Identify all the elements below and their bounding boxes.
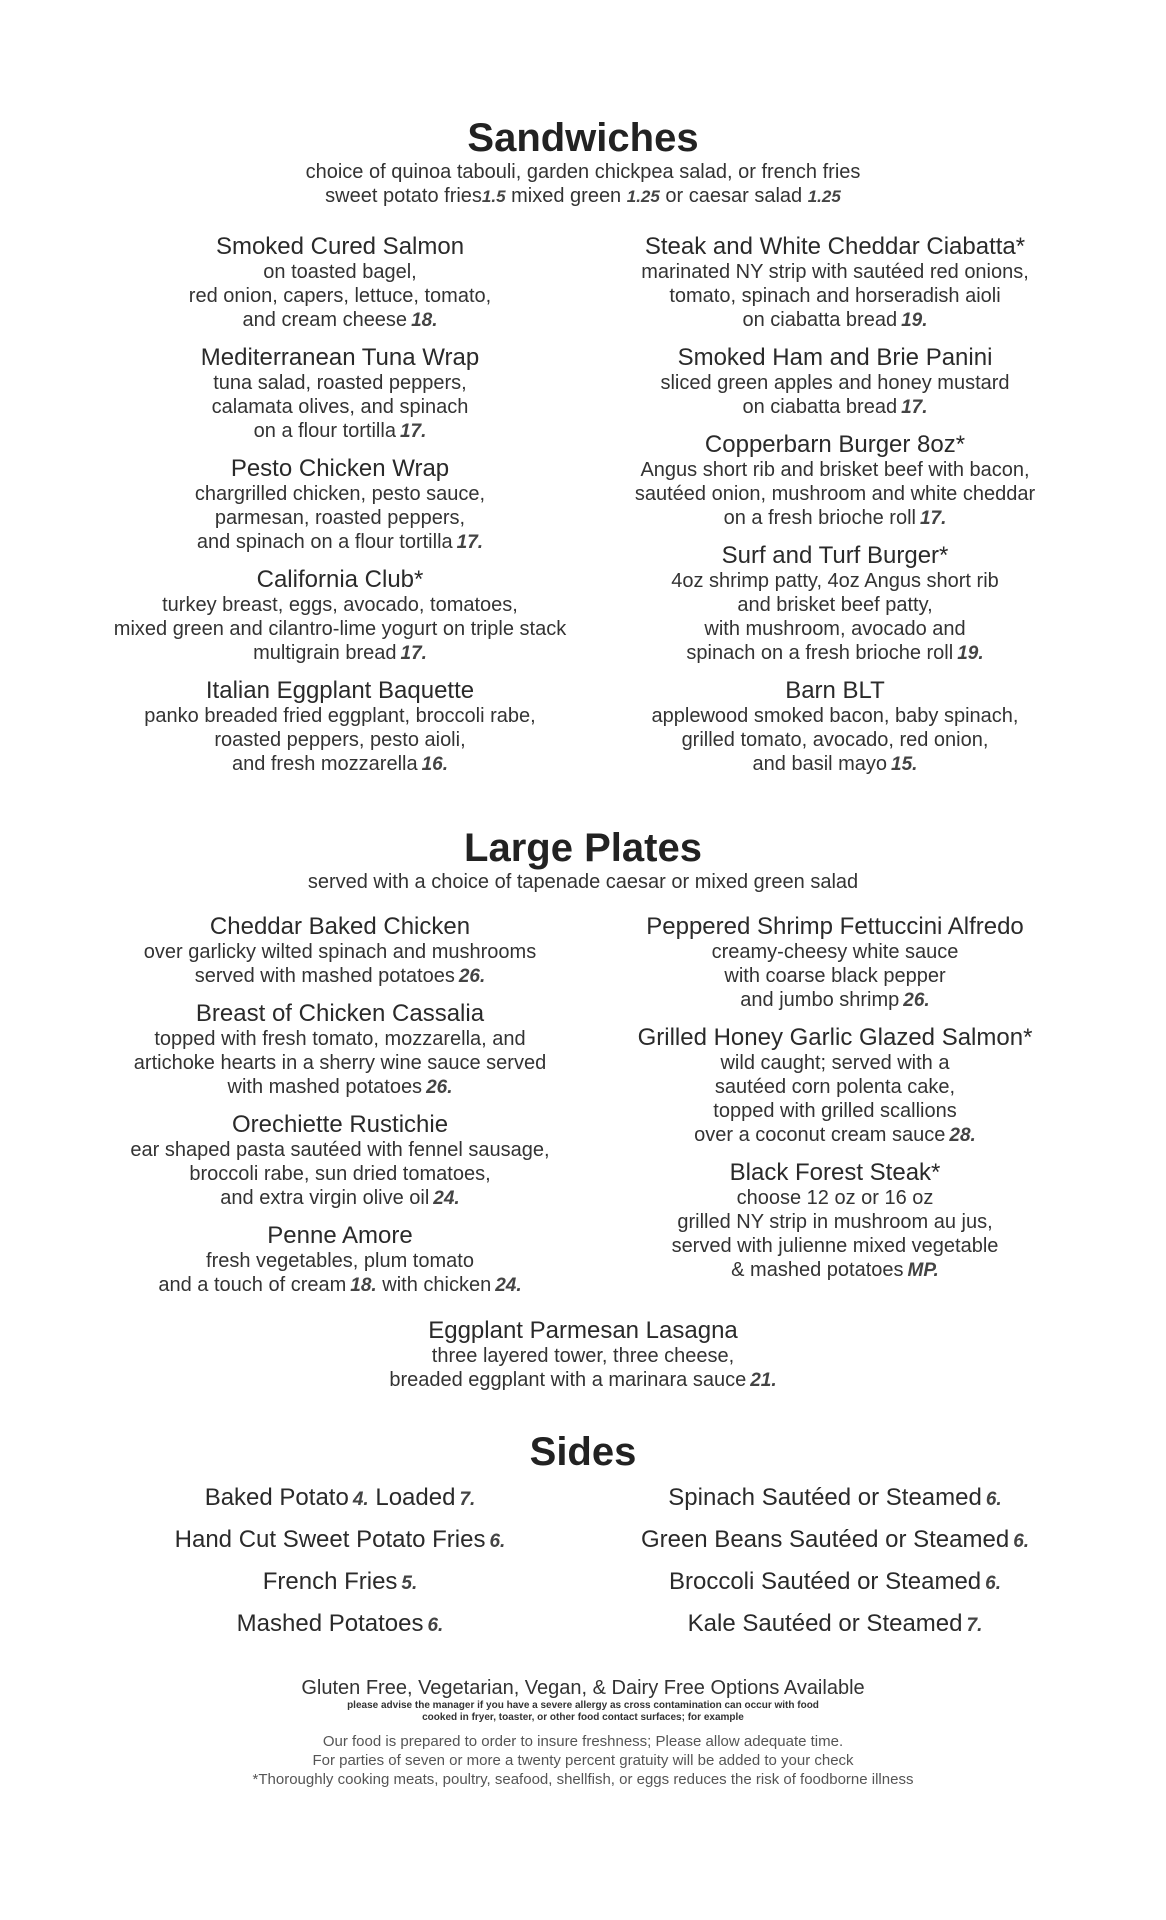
- item-name: Surf and Turf Burger*: [721, 542, 949, 569]
- side-item: Mashed Potatoes 6.: [236, 1610, 444, 1637]
- item-name: Eggplant Parmesan Lasagna: [428, 1317, 738, 1344]
- footer: [0, 1676, 1166, 1789]
- item-price: 4.: [352, 1489, 369, 1510]
- item-name: Barn BLT: [785, 677, 885, 704]
- side-item: Spinach Sautéed or Steamed 6.: [668, 1484, 1002, 1511]
- item-price: 17.: [399, 421, 427, 442]
- item-price: 26.: [426, 1077, 453, 1098]
- sides-right-column: [600, 1478, 1070, 1646]
- item-name: Pesto Chicken Wrap: [230, 455, 450, 482]
- item-name: Italian Eggplant Baquette: [205, 677, 475, 704]
- item-name: Smoked Ham and Brie Panini: [677, 344, 993, 371]
- sandwiches-right-column: [600, 234, 1070, 789]
- item-price: 17.: [456, 532, 484, 553]
- large-plates-header: [0, 826, 1166, 894]
- item-price: 17.: [901, 397, 928, 418]
- allergy-note: cooked in fryer, toaster, or other food contact surfaces; for example: [422, 1712, 744, 1723]
- menu-item: Barn BLT applewood smoked bacon, baby spinach, grilled tomato, avocado, red onion, and basil mayo 15.: [600, 678, 1070, 777]
- item-price: 6.: [985, 1489, 1002, 1510]
- item-price: 24.: [433, 1188, 460, 1209]
- menu-item: Orechiette Rustichie ear shaped pasta sautéed with fennel sausage, broccoli rabe, sun dried tomatoes, and extra virgin olive oil 24.: [90, 1112, 590, 1211]
- sides-left-column: [90, 1478, 590, 1646]
- footer-note: Our food is prepared to order to insure freshness; Please allow adequate time.: [322, 1733, 844, 1750]
- item-price: 17.: [400, 643, 427, 664]
- item-price: 7.: [966, 1615, 983, 1636]
- item-price: 6.: [1013, 1531, 1030, 1552]
- item-name: California Club*: [256, 566, 424, 593]
- item-name: Steak and White Cheddar Ciabatta*: [644, 233, 1026, 260]
- item-price: 6.: [489, 1531, 506, 1552]
- menu-item: Pesto Chicken Wrap chargrilled chicken, pesto sauce, parmesan, roasted peppers, and spinach on a flour tortilla 17.: [90, 456, 590, 555]
- footer-note: For parties of seven or more a twenty percent gratuity will be added to your check: [312, 1752, 854, 1769]
- item-price: MP.: [907, 1260, 939, 1281]
- sides-title: Sides: [529, 1430, 637, 1474]
- sandwiches-title: Sandwiches: [467, 116, 699, 160]
- item-price: 24.: [495, 1275, 522, 1296]
- allergy-note: please advise the manager if you have a severe allergy as cross contamination can occur with food: [347, 1700, 819, 1711]
- item-name: Smoked Cured Salmon: [215, 233, 465, 260]
- menu-item: Cheddar Baked Chicken over garlicky wilted spinach and mushrooms served with mashed potatoes 26.: [90, 914, 590, 989]
- side-item: Hand Cut Sweet Potato Fries 6.: [174, 1526, 506, 1553]
- item-name: Copperbarn Burger 8oz*: [704, 431, 966, 458]
- item-price: 19.: [957, 643, 984, 664]
- menu-item: California Club* turkey breast, eggs, avocado, tomatoes, mixed green and cilantro-lime yogurt on triple stack multigrain bread 17.: [90, 567, 590, 666]
- menu-item: Smoked Ham and Brie Panini sliced green apples and honey mustard on ciabatta bread 17.: [600, 345, 1070, 420]
- side-item: Green Beans Sautéed or Steamed 6.: [640, 1526, 1030, 1553]
- side-item: French Fries 5.: [262, 1568, 418, 1595]
- menu-item: Surf and Turf Burger* 4oz shrimp patty, 4oz Angus short rib and brisket beef patty, with mushroom, avocado and spinach on a fresh brioche roll 19.: [600, 543, 1070, 666]
- item-name: Mediterranean Tuna Wrap: [200, 344, 480, 371]
- large-plates-right-column: [600, 914, 1070, 1295]
- item-price: 6.: [427, 1615, 444, 1636]
- item-name: Breast of Chicken Cassalia: [195, 1000, 485, 1027]
- item-price: 5.: [401, 1573, 418, 1594]
- item-name: Orechiette Rustichie: [231, 1111, 449, 1138]
- item-name: Black Forest Steak*: [729, 1159, 941, 1186]
- item-price: 18.: [411, 310, 438, 331]
- side-item: Kale Sautéed or Steamed 7.: [687, 1610, 983, 1637]
- menu-item: Black Forest Steak* choose 12 oz or 16 oz grilled NY strip in mushroom au jus, served with julienne mixed vegetable & mashed potatoes MP.: [600, 1160, 1070, 1283]
- item-price: 26.: [903, 990, 930, 1011]
- menu-item: Italian Eggplant Baquette panko breaded fried eggplant, broccoli rabe, roasted peppers, pesto aioli, and fresh mozzarella 16.: [90, 678, 590, 777]
- item-name: Cheddar Baked Chicken: [209, 913, 471, 940]
- item-name: Grilled Honey Garlic Glazed Salmon*: [637, 1024, 1033, 1051]
- menu-item: Penne Amore fresh vegetables, plum tomato and a touch of cream 18. with chicken 24.: [90, 1223, 590, 1298]
- sandwiches-header: [0, 116, 1166, 209]
- item-price: 19.: [901, 310, 928, 331]
- item-price: 16.: [421, 754, 449, 775]
- footer-note: *Thoroughly cooking meats, poultry, seafood, shellfish, or eggs reduces the risk of foodborne illness: [252, 1771, 914, 1788]
- item-price: 18.: [350, 1275, 377, 1296]
- large-plates-title: Large Plates: [464, 826, 702, 870]
- menu-item: Mediterranean Tuna Wrap tuna salad, roasted peppers, calamata olives, and spinach on a flour tortilla 17.: [90, 345, 590, 444]
- side-item: Broccoli Sautéed or Steamed 6.: [668, 1568, 1002, 1595]
- sandwiches-subtitle: choice of quinoa tabouli, garden chickpea salad, or french fries: [305, 161, 861, 183]
- item-price: 21.: [750, 1370, 777, 1391]
- item-price: 7.: [459, 1489, 476, 1510]
- menu-item: Peppered Shrimp Fettuccini Alfredo creamy-cheesy white sauce with coarse black pepper and jumbo shrimp 26.: [600, 914, 1070, 1013]
- menu-item: Breast of Chicken Cassalia topped with fresh tomato, mozzarella, and artichoke hearts in a sherry wine sauce served with mashed potatoes 26.: [90, 1001, 590, 1100]
- large-plates-center-item: Eggplant Parmesan Lasagna three layered tower, three cheese, breaded eggplant with a marinara sauce 21.: [283, 1318, 883, 1393]
- menu-item: Steak and White Cheddar Ciabatta* marinated NY strip with sautéed red onions, tomato, spinach and horseradish aioli on ciabatta bread 19.: [600, 234, 1070, 333]
- menu-item: Smoked Cured Salmon on toasted bagel, red onion, capers, lettuce, tomato, and cream cheese 18.: [90, 234, 590, 333]
- sandwiches-left-column: [90, 234, 590, 789]
- menu-item: Copperbarn Burger 8oz* Angus short rib and brisket beef with bacon, sautéed onion, mushroom and white cheddar on a fresh brioche roll 17.: [600, 432, 1070, 531]
- large-plates-left-column: [90, 914, 590, 1310]
- item-price: 17.: [919, 508, 947, 529]
- item-name: Penne Amore: [267, 1222, 413, 1249]
- side-item: Baked Potato 4. Loaded 7.: [204, 1484, 476, 1511]
- item-price: 28.: [949, 1125, 976, 1146]
- item-price: 6.: [985, 1573, 1002, 1594]
- dietary-options: Gluten Free, Vegetarian, Vegan, & Dairy Free Options Available: [301, 1677, 865, 1699]
- large-plates-subtitle: served with a choice of tapenade caesar or mixed green salad: [307, 871, 859, 893]
- sandwiches-upgrades: sweet potato fries1.5 mixed green 1.25 or caesar salad 1.25: [325, 185, 841, 207]
- sides-header: [0, 1430, 1166, 1474]
- item-name: Peppered Shrimp Fettuccini Alfredo: [646, 913, 1024, 940]
- item-price: 15.: [891, 754, 918, 775]
- menu-item: Grilled Honey Garlic Glazed Salmon* wild caught; served with a sautéed corn polenta cake, topped with grilled scallions over a coconut cream sauce 28.: [600, 1025, 1070, 1148]
- item-price: 26.: [458, 966, 486, 987]
